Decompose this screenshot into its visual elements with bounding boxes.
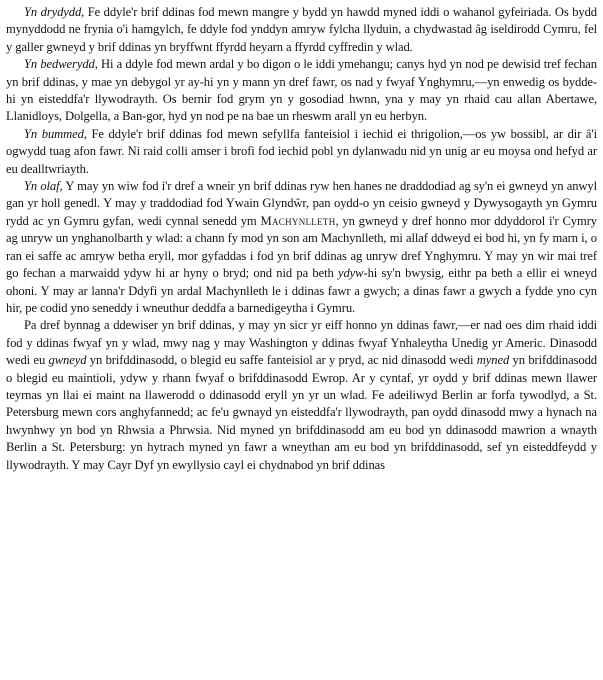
paragraph-fifth [6, 126, 597, 178]
italic-word: myned [476, 353, 510, 368]
paragraph-capital-city [6, 317, 597, 474]
italic-word: ydyw [338, 266, 364, 281]
paragraph-text: Hi a ddyle fod mewn ardal y bo digon o le iddi ymehangu; canys hyd yn nod pe dewisid tref fechan yn brif ddinas, y mae yn debygol yr ay-hi yn y mann yn dref fawr, os nad y fwyaf Ynghymru,—yn enwedig os bydde-hi yn eisteddfa'r llywodrayth. Os bernir fod grym yn y gosodiad hwnn, yna y may yn rhaid cau allan Abertawe, Llanidloys, Dolgella, a Ban-gor, hyd yn nod pe na bae un rheswm arall yn eu herbyn. [6, 57, 597, 124]
paragraph-text: Y may yn wiw fod i'r dref a wneir yn brif ddinas ryw hen hanes ne draddodiad ag sy'n ei gwneyd yn anwyl gan yr holl genedl. Y may y traddodiad fod Ywain Glyndŵr, pan oydd-o yn ceisio gwneyd y Dywysogayth yn Gymru rydd ac yn Gymru gyfan, wedi cynnal senedd ym [6, 179, 598, 228]
paragraph-text: yn brifddinasodd o blegid eu maintioli, ydyw y rhann fwyaf o brifddinasodd Ewrop. Ar y cyntaf, yr oydd y brif ddinas mewn llawer teyrnas yn llai ei maint na llawerodd o ddinasodd eryll yn yr un wlad. Fe adeiliwyd Berlin ar forfa tywodlyd, a St. Petersburg mewn cors anghyfannedd; ac fe'u gwnayd yn eisteddfa'r llywodrayth, pan oydd dinasodd mwy a hynach na hwynhwy yn bod yn Rhwsia a Phrwsia. Nid myned yn brifddinasodd am eu bod yn ddinasodd mawrion a wnayth Berlin a St. Petersburg: yn hytrach myned yn fawr a wneythan am eu bod yn brifddinasodd, sef yn eisteddfeydd y llywodrayth. Y may Cayr Dyf yn ewyllysio cayl ei chydnabod yn brif ddinas [6, 353, 597, 472]
paragraph-text: Fe ddyle'r brif ddinas fod mewn sefyllfa fanteisiol i iechid ei thrigolion,—os yw bossibl, ar dir â'i ogwydd tuag afon fawr. Ni raid colli amser i brofi fod iechid pobl yn dylanwadu nid yn unig ar eu moysa ond hefyd ar eu dealltwriayth. [6, 126, 597, 176]
paragraph-lead: Yn bedwerydd, [24, 57, 98, 72]
paragraph-lead: Yn olaf, [24, 179, 63, 194]
paragraph-lead: Yn drydydd, [24, 5, 85, 19]
italic-word: gwneyd [48, 353, 87, 368]
paragraph-lead: Yn bummed, [24, 126, 87, 141]
paragraph-text: -hi sy'n bwysig, eithr pa beth a ellir ei wneyd ohoni. Y may ar lanna'r Ddyfi yn ardal Machynlleth le i ddinas fawr a gwych; a dinas fawr a gwych a fydde yno cyn hir, pe codid yno seneddy i wneuthur deddfa a barnedigeytha i Gymru. [6, 266, 597, 315]
paragraph-text: Pa dref bynnag a ddewiser yn brif ddinas, y may yn sicr yr eiff honno yn ddinas fawr,—er nad oes dim rhaid iddi fod y ddinas fwyaf yn y wlad, mwy nag y may Washington y ddinas fwyaf Ynhaleytha Unedig yr Americ. Dinasodd wedi eu [6, 318, 597, 368]
paragraph-text: Fe ddyle'r brif ddinas fod mewn mangre y bydd yn hawdd myned iddi o wahanol gyfeiriada. Os bydd mynyddodd ne frynia o'i hamgylch, fe ddyle fod ynddyn amryw fylcha llyduin, a chydwastad âg iseldirodd Cymru, fel y galler gwneyd y brif ddinas yn bryffwnt ffyrdd heyarn a ffyrdd cyffredin y wlad. [6, 5, 597, 54]
paragraph-text: , yn gwneyd y dref honno mor ddyddorol i'r Cymry ag unryw un ynghanolbarth y wlad: a chann fy mod yn son am Machynlleth, mi allaf ddweyd ei bod hi, yn fy marn i, o ran ei saffe ac amryw betha eryll, mor gyfaddas i fod yn brif ddinas ag unryw dref Ynghymru. Y may yn wir mai tref go fechan a marwaidd ydyw hi ar hyny o bryd; ond nid pa beth [6, 213, 597, 281]
paragraph-fourth [6, 56, 597, 126]
place-name-smallcaps: Machynlleth [260, 213, 336, 228]
paragraph-text: yn brifddinasodd, o blegid eu saffe fanteisiol ar y pryd, ac nid dinasodd wedi [86, 353, 477, 368]
paragraph-third [6, 4, 597, 56]
paragraph-last [6, 178, 597, 317]
